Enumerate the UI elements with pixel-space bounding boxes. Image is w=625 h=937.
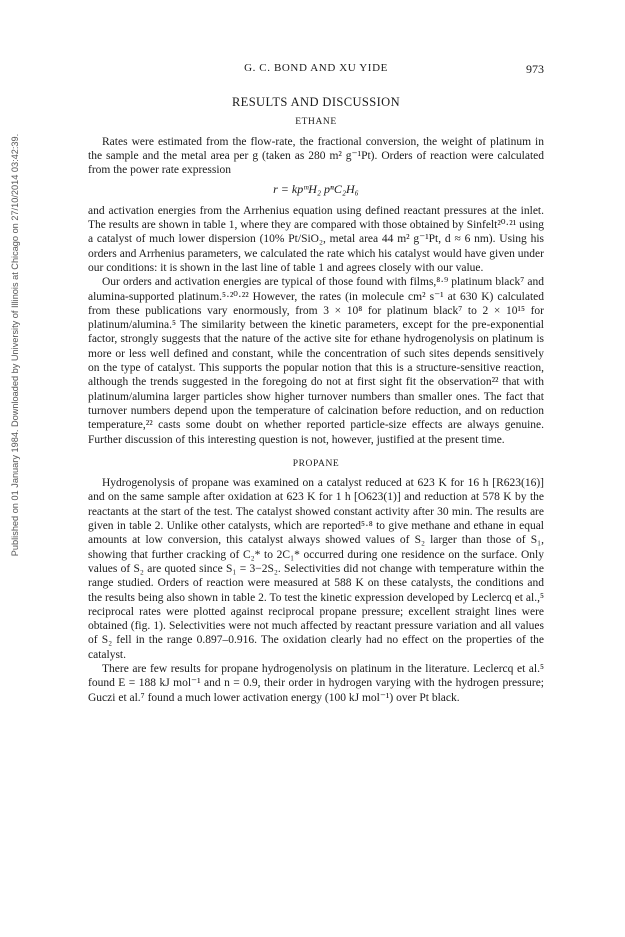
running-head-authors: G. C. BOND AND XU YIDE (244, 62, 388, 74)
ethane-paragraph-1: Rates were estimated from the flow-rate, the fractional conversion, the weight of platinum in the sample and the metal area per g (taken as 280 m² g⁻¹Pt). Orders of reaction were calculated from the power rate expression (88, 135, 544, 177)
running-header (88, 62, 544, 74)
ethane-paragraph-2: and activation energies from the Arrhenius equation using defined reactant pressures at the inlet. The results are shown in table 1, where they are compared with those obtained by Sinfelt²⁰·²¹ using a catalyst of much lower dispersion (10% Pt/SiO₂, metal area 44 m² g⁻¹Pt, d ≈ 6 nm). Using his orders and Arrhenius parameters, we calculated the rate which his catalyst would have given under our conditions: it is shown in the last line of table 1 and agrees closely with our value. (88, 204, 544, 274)
download-watermark (8, 95, 22, 595)
ethane-paragraph-3: Our orders and activation energies are typical of those found with films,⁸·⁹ platinum black⁷ and alumina-supported platinum.⁵·²⁰·²² However, the rates (in molecule cm² s⁻¹ at 630 K) calculated from these publications vary enormously, from 3 × 10⁸ for platinum black⁷ to 2 × 10¹⁵ for platinum/alumina.⁵ The similarity between the kinetic parameters, except for the pre-exponential factor, strongly suggests that the nature of the active site for ethane hydrogenolysis on platinum is more or less well defined and constant, while the concentration of such sites depends sensitively on the type of catalyst. This supports the popular notion that this is a structure-sensitive reaction, although the trends suggested in the foregoing do not at first sight fit the observation²² that with platinum/alumina larger particles show higher turnover numbers than smaller ones. The fact that turnover numbers depend upon the temperature of calcination before reduction, and on reduction temperature,²² casts some doubt on whether reported particle-size effects are always genuine. Further discussion of this interesting question is not, however, justified at the present time. (88, 276, 544, 446)
page-number: 973 (526, 62, 544, 76)
article-body (88, 95, 544, 705)
propane-paragraph-2: There are few results for propane hydrogenolysis on platinum in the literature. Leclercq et al.⁵ found E = 188 kJ mol⁻¹ and n = 0.9, their order in hydrogen varying with the hydrogen pressure; Guczi et al.⁷ found a much lower activation energy (100 kJ mol⁻¹) over Pt black. (88, 662, 544, 704)
section-title: RESULTS AND DISCUSSION (231, 95, 401, 109)
subheading-ethane: ETHANE (295, 117, 337, 128)
rate-equation: r = kpᵐH₂ pⁿC₂H₆ (273, 182, 359, 197)
download-notice: Published on 01 January 1984. Downloaded by University of Illinois at Chicago on 27/10/2014 03:42:39. (10, 133, 20, 557)
propane-paragraph-1: Hydrogenolysis of propane was examined on a catalyst reduced at 623 K for 16 h [R623(16)] and on the same sample after oxidation at 623 K for 1 h [O623(1)] and reduction at 578 K by the reactants at the start of the test. The catalyst showed constant activity after 30 min. The results are given in table 2. Unlike other catalysts, which are reported⁵·⁸ to give methane and ethane in equal amounts at low conversion, this catalyst always showed values of S₂ larger than those of S₁, showing that further cracking of C₂* to 2C₁* occurred during one residence on the surface. Only values of S₂ are quoted since S₁ = 3−2S₂. Selectivities did not change with temperature within the range studied. Orders of reaction were measured at 588 K on these catalysts, the conditions and the results being also shown in table 2. To test the kinetic expression developed by Leclercq et al.,⁵ reciprocal rates were plotted against reciprocal propane pressure; excellent straight lines were obtained (fig. 1). Selectivities were not much affected by reactant pressure variation and all values of S₂ fell in the range 0.897–0.916. The oxidation clearly had no effect on the properties of the catalyst. (88, 477, 544, 661)
subheading-propane: PROPANE (292, 458, 340, 469)
